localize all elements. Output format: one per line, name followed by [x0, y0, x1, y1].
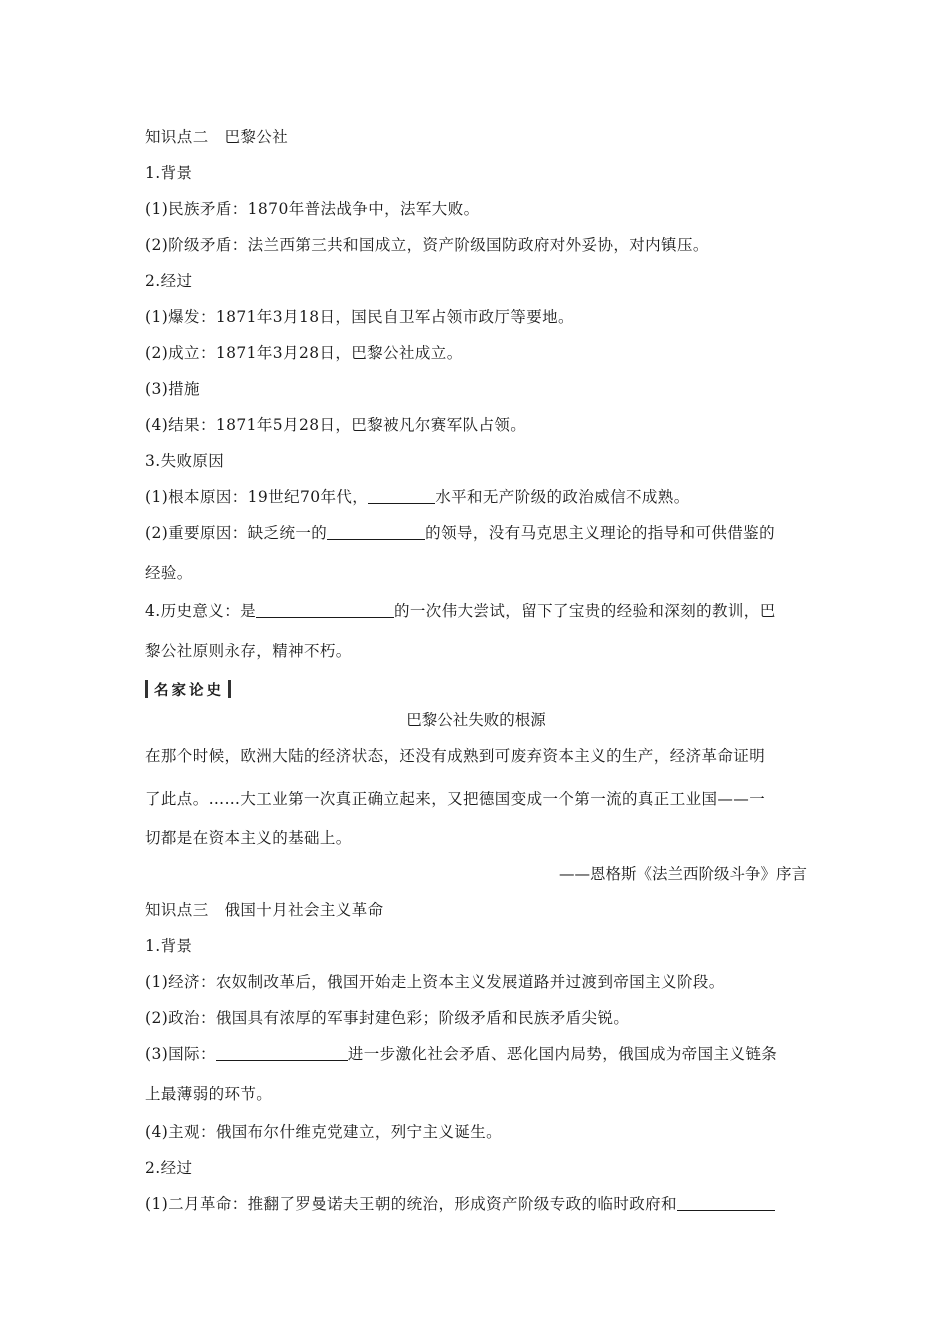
expert-commentary-badge — [145, 679, 231, 699]
process-title: 2.经过 — [145, 272, 193, 290]
failure-root-cause — [145, 486, 807, 508]
background-title: 1.背景 — [145, 164, 193, 182]
background-title: 1.背景 — [145, 937, 193, 955]
badge-bar-right — [228, 680, 231, 698]
section-heading-paris-commune: 知识点二 巴黎公社 — [145, 128, 289, 146]
fill-blank[interactable] — [327, 523, 425, 540]
background-international — [145, 1043, 807, 1065]
failure-root-cause-suffix: 水平和无产阶级的政治威信不成熟。 — [435, 488, 690, 506]
failure-important-cause — [145, 522, 807, 544]
failure-important-cause-continued: 经验。 — [145, 564, 193, 582]
fill-blank[interactable] — [256, 601, 394, 618]
process-outbreak: (1)爆发：1871年3月18日，国民自卫军占领市政厅等要地。 — [145, 308, 574, 326]
background-class-conflict: (2)阶级矛盾：法兰西第三共和国成立，资产阶级国防政府对外妥协，对内镇压。 — [145, 236, 709, 254]
background-economy: (1)经济：农奴制改革后，俄国开始走上资本主义发展道路并过渡到帝国主义阶段。 — [145, 973, 725, 991]
process-february-revolution — [145, 1193, 807, 1215]
badge-label: 名家论史 — [154, 682, 224, 699]
fill-blank[interactable] — [216, 1044, 348, 1061]
quote-title: 巴黎公社失败的根源 — [406, 711, 546, 729]
fill-blank[interactable] — [368, 487, 435, 504]
background-international-continued: 上最薄弱的环节。 — [145, 1085, 273, 1103]
failure-important-cause-prefix: (2)重要原因：缺乏统一的 — [145, 524, 328, 542]
background-national-conflict: (1)民族矛盾：1870年普法战争中，法军大败。 — [145, 200, 480, 218]
historical-significance-prefix: 4.历史意义：是 — [145, 602, 256, 620]
quote-line: 在那个时候，欧洲大陆的经济状态，还没有成熟到可废弃资本主义的生产，经济革命证明 — [145, 747, 766, 765]
quote-source: ——恩格斯《法兰西阶级斗争》序言 — [558, 865, 807, 883]
background-international-prefix: (3)国际： — [145, 1045, 216, 1063]
february-revolution-text: (1)二月革命：推翻了罗曼诺夫王朝的统治，形成资产阶级专政的临时政府和 — [145, 1195, 677, 1213]
quote-line: 了此点。……大工业第一次真正确立起来，又把德国变成一个第一流的真正工业国——一 — [145, 790, 766, 808]
historical-significance — [145, 600, 807, 622]
quote-line: 切都是在资本主义的基础上。 — [145, 829, 352, 847]
background-subjective: (4)主观：俄国布尔什维克党建立，列宁主义诞生。 — [145, 1123, 503, 1141]
background-politics: (2)政治：俄国具有浓厚的军事封建色彩；阶级矛盾和民族矛盾尖锐。 — [145, 1009, 630, 1027]
section-heading-october-revolution: 知识点三 俄国十月社会主义革命 — [145, 901, 384, 919]
fill-blank[interactable] — [677, 1194, 775, 1211]
failure-root-cause-prefix: (1)根本原因：19世纪70年代， — [145, 488, 369, 506]
failure-title: 3.失败原因 — [145, 452, 225, 470]
process-measures: (3)措施 — [145, 380, 200, 398]
historical-significance-continued: 黎公社原则永存，精神不朽。 — [145, 642, 352, 660]
process-result: (4)结果：1871年5月28日，巴黎被凡尔赛军队占领。 — [145, 416, 527, 434]
historical-significance-suffix: 的一次伟大尝试，留下了宝贵的经验和深刻的教训，巴 — [394, 602, 776, 620]
process-title: 2.经过 — [145, 1159, 193, 1177]
background-international-suffix: 进一步激化社会矛盾、恶化国内局势，俄国成为帝国主义链条 — [347, 1045, 778, 1063]
process-establishment: (2)成立：1871年3月28日，巴黎公社成立。 — [145, 344, 463, 362]
failure-important-cause-suffix: 的领导，没有马克思主义理论的指导和可供借鉴的 — [425, 524, 775, 542]
